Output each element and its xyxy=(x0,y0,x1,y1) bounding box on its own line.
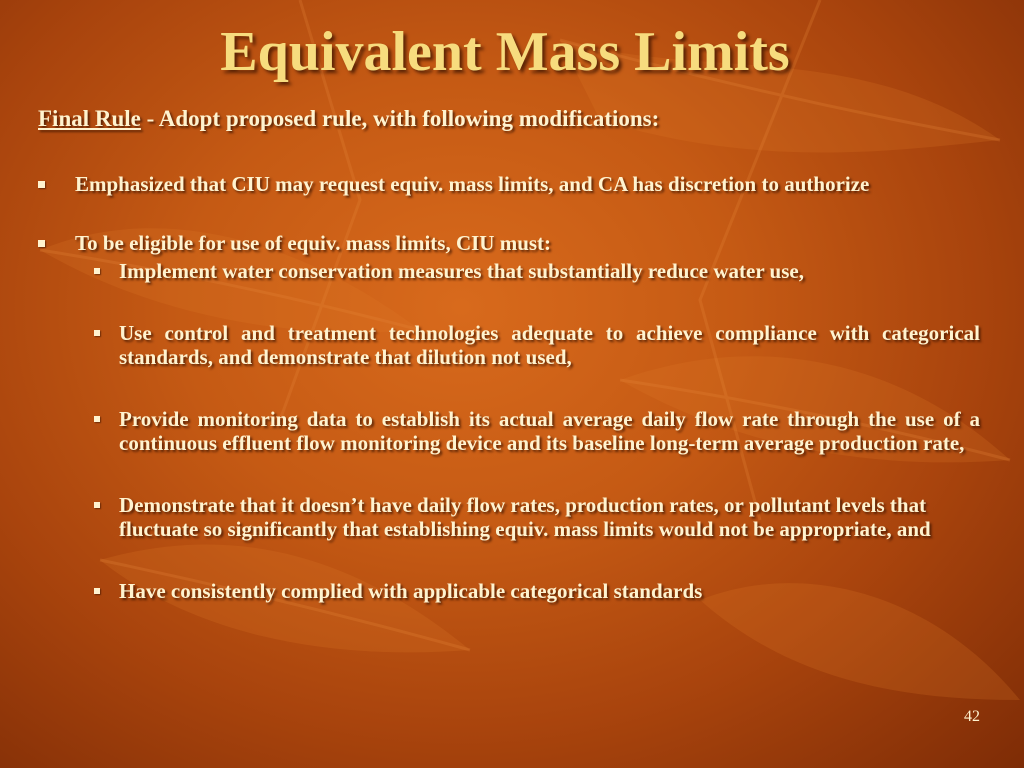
final-rule-label: Final Rule xyxy=(38,106,141,131)
slide-body xyxy=(36,172,980,640)
bullet-text: Emphasized that CIU may request equiv. mass limits, and CA has discretion to authorize xyxy=(75,172,870,196)
bullet-list xyxy=(36,172,980,603)
subtitle-text: - Adopt proposed rule, with following modifications: xyxy=(140,106,660,131)
square-bullet-icon xyxy=(38,240,45,247)
sub-bullet-text: Demonstrate that it doesn’t have daily flow rates, production rates, or pollutant levels that fluctuate so significantly that establishing equiv. mass limits would not be appropriate, and xyxy=(119,492,931,541)
square-bullet-icon xyxy=(94,502,100,508)
page-number: 42 xyxy=(964,708,980,725)
bullet-item xyxy=(36,231,980,604)
sub-bullet-text: Provide monitoring data to establish its actual average daily flow rate through the use of a continuous effluent flow monitoring device and its baseline long-term average production rate, xyxy=(119,406,980,455)
sub-bullet-list xyxy=(80,259,980,603)
slide-title: Equivalent Mass Limits xyxy=(220,21,790,83)
square-bullet-icon xyxy=(38,181,45,188)
square-bullet-icon xyxy=(94,588,100,594)
sub-bullet-item xyxy=(80,579,980,604)
square-bullet-icon xyxy=(94,416,100,422)
square-bullet-icon xyxy=(94,268,100,274)
slide-subtitle xyxy=(38,106,988,132)
sub-bullet-item xyxy=(80,407,980,456)
sub-bullet-item xyxy=(80,321,980,370)
bullet-item xyxy=(36,172,980,197)
bullet-text: To be eligible for use of equiv. mass limits, CIU must: xyxy=(75,230,552,255)
sub-bullet-text: Use control and treatment technologies adequate to achieve compliance with categorical standards, and demonstrate that dilution not used, xyxy=(119,320,980,369)
sub-bullet-text: Have consistently complied with applicable categorical standards xyxy=(119,578,703,603)
sub-bullet-item xyxy=(80,493,980,542)
sub-bullet-item xyxy=(80,259,980,284)
sub-bullet-text: Implement water conservation measures that substantially reduce water use, xyxy=(119,259,804,283)
square-bullet-icon xyxy=(94,330,100,336)
